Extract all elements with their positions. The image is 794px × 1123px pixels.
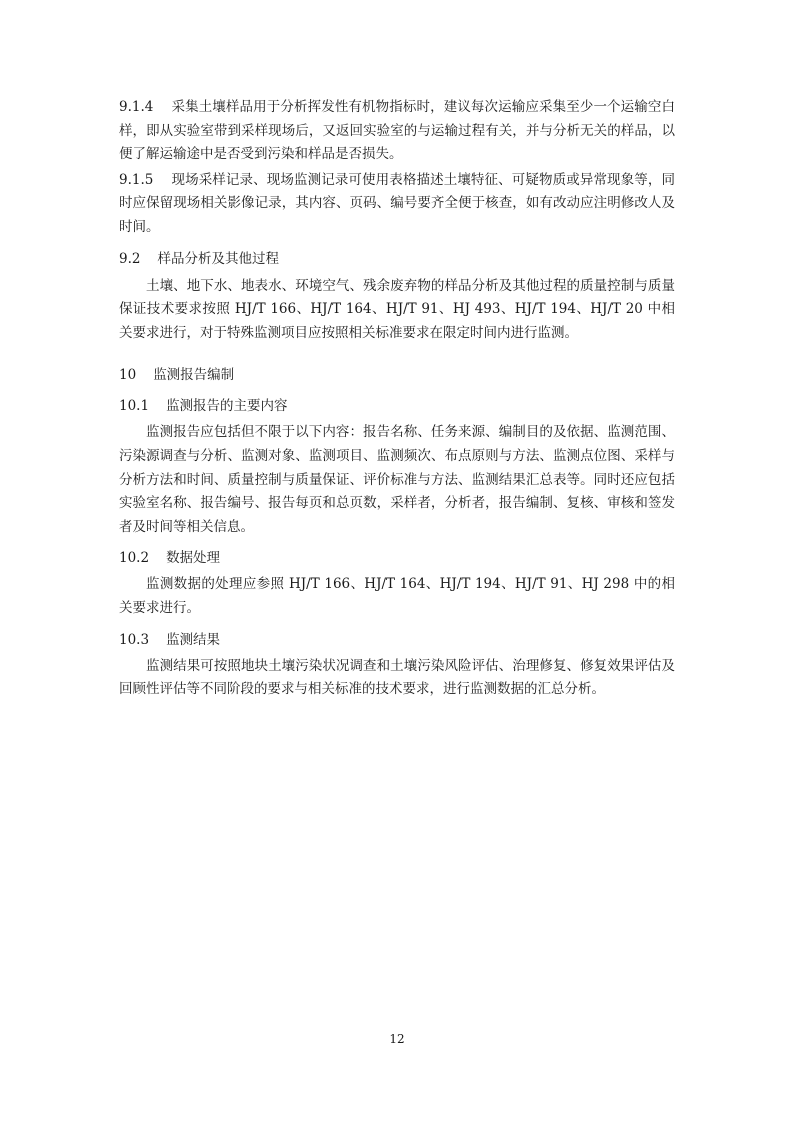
- heading-title: 监测报告编制: [153, 367, 235, 384]
- heading-10-3: [119, 629, 675, 651]
- heading-title: 监测报告的主要内容: [166, 398, 288, 415]
- heading-number: 10: [119, 367, 137, 384]
- heading-number: 10.2: [119, 550, 150, 567]
- document-body: [119, 96, 675, 702]
- clause-number: 9.1.4: [119, 99, 154, 115]
- heading-title: 样品分析及其他过程: [157, 250, 279, 267]
- heading-title: 数据处理: [166, 550, 221, 567]
- heading-10-2: [119, 547, 675, 569]
- paragraph-9-2: 土壤、地下水、地表水、环境空气、残余废弃物的样品分析及其他过程的质量控制与质量保证技术要求按照 HJ/T 166、HJ/T 164、HJ/T 91、HJ 493、HJ/T 194、HJ/T 20 中相关要求进行，对于特殊监测项目应按照相关标准要求在限定时间内进行监测。: [119, 277, 675, 341]
- heading-number: 10.3: [119, 631, 150, 648]
- heading-10-1: [119, 395, 675, 417]
- heading-10: [119, 364, 675, 386]
- clause-text: 采集土壤样品用于分析挥发性有机物指标时，建议每次运输应采集至少一个运输空白样，即从实验室带到采样现场后，又返回实验室的与运输过程有关，并与分析无关的样品，以便了解运输途中是否受到污染和样品是否损失。: [119, 99, 675, 163]
- paragraph-10-2: 监测数据的处理应参照 HJ/T 166、HJ/T 164、HJ/T 194、HJ/T 91、HJ 298 中的相关要求进行。: [119, 576, 675, 616]
- paragraph-10-3: 监测结果可按照地块土壤污染状况调查和土壤污染风险评估、治理修复、修复效果评估及回顾性评估等不同阶段的要求与相关标准的技术要求，进行监测数据的汇总分析。: [119, 657, 675, 698]
- heading-number: 10.1: [119, 398, 150, 415]
- heading-9-2: [119, 248, 675, 270]
- paragraph-10-1: 监测报告应包括但不限于以下内容：报告名称、任务来源、编制目的及依据、监测范围、污染源调查与分析、监测对象、监测项目、监测频次、布点原则与方法、监测点位图、采样与分析方法和时间、质量控制与质量保证、评价标准与方法、监测结果汇总表等。同时还应包括实验室名称、报告编号、报告每页和总页数，采样者，分析者，报告编制、复核、审核和签发者及时间等相关信息。: [119, 424, 675, 535]
- heading-number: 9.2: [119, 250, 141, 267]
- clause-9-1-4: [119, 96, 675, 167]
- clause-number: 9.1.5: [119, 171, 154, 188]
- clause-text: 现场采样记录、现场监测记录可使用表格描述土壤特征、可疑物质或异常现象等，同时应保留现场相关影像记录，其内容、页码、编号要齐全便于核查，如有改动应注明修改人及时间。: [119, 171, 675, 235]
- page-number: 12: [389, 1032, 405, 1046]
- heading-title: 监测结果: [166, 631, 221, 648]
- clause-9-1-5: [119, 169, 675, 240]
